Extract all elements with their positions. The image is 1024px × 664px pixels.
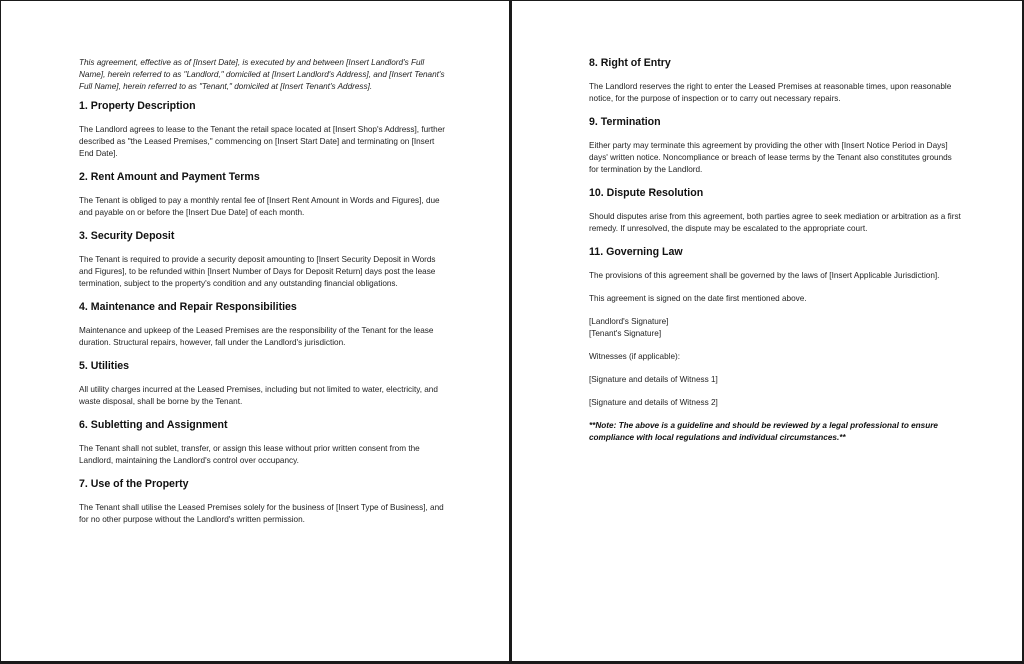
- section-heading-subletting: 6. Subletting and Assignment: [79, 419, 228, 431]
- section-body-security-deposit: The Tenant is required to provide a security deposit amounting to [Insert Security Deposit in Words and Figures], to be refunded within [Insert Number of Days for Deposit Return] days post the lease termination, subject to the property's condition and any outstanding financial obligations.: [79, 255, 436, 288]
- witness-2-signature: [Signature and details of Witness 2]: [589, 398, 718, 407]
- landlord-signature: [Landlord's Signature]: [589, 317, 669, 326]
- document-page-1: [1, 1, 509, 661]
- section-body-subletting: The Tenant shall not sublet, transfer, or assign this lease without prior written consent from the Landlord, maintaining the Landlord's control over occupancy.: [79, 444, 420, 465]
- section-heading-right-of-entry: 8. Right of Entry: [589, 57, 671, 69]
- section-body-right-of-entry: The Landlord reserves the right to enter the Leased Premises at reasonable times, upon reasonable notice, for the purpose of inspection or to carry out necessary repairs.: [589, 82, 952, 103]
- legal-note: **Note: The above is a guideline and should be reviewed by a legal professional to ensure compliance with local regulations and individual circumstances.**: [589, 421, 938, 442]
- document-page-2: [512, 1, 1022, 661]
- section-heading-use-of-property: 7. Use of the Property: [79, 478, 189, 490]
- signature-block: [589, 316, 962, 340]
- section-heading-governing-law: 11. Governing Law: [589, 246, 683, 258]
- section-body-rent-amount: The Tenant is obliged to pay a monthly rental fee of [Insert Rent Amount in Words and Figures], due and payable on or before the [Insert Due Date] of each month.: [79, 196, 440, 217]
- section-heading-dispute-resolution: 10. Dispute Resolution: [589, 187, 704, 199]
- section-heading-rent-amount: 2. Rent Amount and Payment Terms: [79, 171, 260, 183]
- section-heading-utilities: 5. Utilities: [79, 360, 130, 372]
- intro-paragraph: This agreement, effective as of [Insert Date], is executed by and between [Insert Landlord's Full Name], herein referred to as "Landlord," domiciled at [Insert Landlord's Address], and [Insert Tenant's Full Name], herein referred to as "Tenant," domiciled at [Insert Tenant's Address].: [79, 58, 445, 91]
- section-body-property-description: The Landlord agrees to lease to the Tenant the retail space located at [Insert Shop's Address], further described as "the Leased Premises," commencing on [Insert Start Date] and terminating on [Insert End Date].: [79, 125, 445, 158]
- section-heading-property-description: 1. Property Description: [79, 100, 196, 112]
- section-heading-termination: 9. Termination: [589, 116, 661, 128]
- section-body-termination: Either party may terminate this agreement by providing the other with [Insert Notice Period in Days] days' written notice. Noncompliance or breach of lease terms by the Tenant also constitutes grounds for termination by the Landlord.: [589, 141, 952, 174]
- section-body-governing-law: The provisions of this agreement shall be governed by the laws of [Insert Applicable Jurisdiction].: [589, 271, 940, 280]
- section-body-utilities: All utility charges incurred at the Leased Premises, including but not limited to water, electricity, and waste disposal, shall be borne by the Tenant.: [79, 385, 438, 406]
- section-heading-security-deposit: 3. Security Deposit: [79, 230, 175, 242]
- section-body-use-of-property: The Tenant shall utilise the Leased Premises solely for the business of [Insert Type of Business], and for no other purpose without the Landlord's written permission.: [79, 503, 444, 524]
- section-heading-maintenance: 4. Maintenance and Repair Responsibilities: [79, 301, 297, 313]
- witnesses-label: Witnesses (if applicable):: [589, 352, 681, 361]
- section-body-dispute-resolution: Should disputes arise from this agreement, both parties agree to seek mediation or arbitration as a first remedy. If unresolved, the dispute may be escalated to the appropriate court.: [589, 212, 961, 233]
- tenant-signature: [Tenant's Signature]: [589, 329, 662, 338]
- witness-1-signature: [Signature and details of Witness 1]: [589, 375, 718, 384]
- section-body-maintenance: Maintenance and upkeep of the Leased Premises are the responsibility of the Tenant for the lease duration. Structural repairs, however, fall under the Landlord's jurisdiction.: [79, 326, 434, 347]
- signed-statement: This agreement is signed on the date first mentioned above.: [589, 294, 807, 303]
